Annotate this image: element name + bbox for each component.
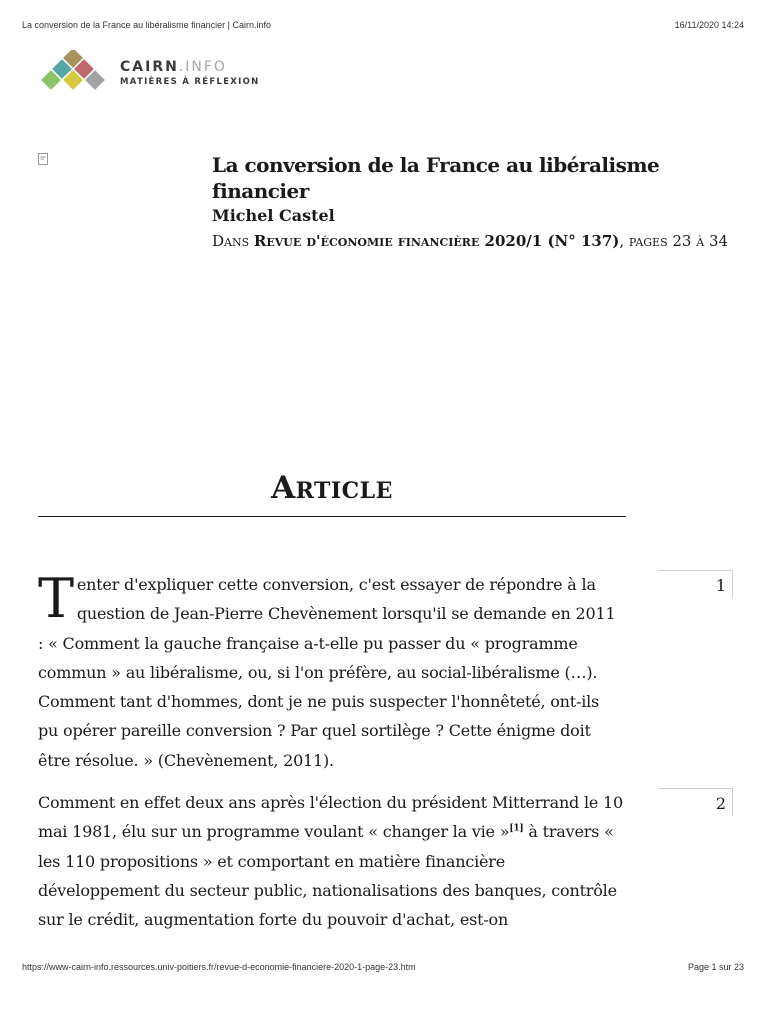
- logo-name-main: CAIRN: [120, 59, 179, 75]
- print-page-title: La conversion de la France au libéralisme financier | Cairn.info: [22, 20, 271, 30]
- cairn-logo-diamonds-icon: [38, 50, 110, 96]
- article-source: [212, 228, 732, 255]
- paragraph-2: [38, 788, 624, 934]
- cairn-logo[interactable]: [38, 50, 260, 96]
- article-title: La conversion de la France au libéralisme financier: [212, 153, 660, 203]
- source-pages: , pages 23 à 34: [619, 232, 729, 250]
- dropcap: T: [38, 567, 74, 630]
- logo-tagline: MATIÈRES À RÉFLEXION: [120, 77, 260, 87]
- paragraph-number-2: 2: [658, 788, 733, 816]
- article-author[interactable]: Michel Castel: [212, 206, 335, 225]
- logo-text: [120, 59, 260, 87]
- print-url: https://www-cairn-info.ressources.univ-poitiers.fr/revue-d-economie-financiere-2020-1-page-23.htm: [22, 962, 416, 972]
- paragraph-number-1: 1: [658, 570, 733, 598]
- document-icon[interactable]: [38, 153, 48, 165]
- article-meta: [212, 152, 732, 255]
- logo-name-domain: .INFO: [178, 59, 227, 75]
- paragraph-2-text-before: Comment en effet deux ans après l'élection du président Mitterrand le 10 mai 1981, élu sur un programme voulant « changer la vie »: [38, 793, 624, 842]
- section-divider: [38, 516, 626, 517]
- logo-name: [120, 59, 260, 75]
- print-footer: [22, 962, 744, 972]
- print-header: [22, 20, 744, 30]
- footnote-link-1[interactable]: [1]: [509, 823, 524, 834]
- journal-link[interactable]: Revue d'économie financière 2020/1 (N° 137): [253, 232, 620, 250]
- paragraph-2-text-after: à travers « les 110 propositions » et comportant en matière financière développement du secteur public, nationalisations des banques, contrôle sur le crédit, augmentation forte du pouvoir d'achat, est-on: [38, 822, 617, 930]
- print-datetime: 16/11/2020 14:24: [674, 20, 744, 30]
- print-page-count: Page 1 sur 23: [687, 962, 744, 972]
- source-prefix: Dans: [212, 232, 250, 250]
- section-title: Article: [271, 470, 393, 506]
- paragraph-1: [38, 567, 624, 775]
- paragraph-1-text: enter d'expliquer cette conversion, c'est essayer de répondre à la question de Jean-Pierre Chevènement lorsqu'il se demande en 2011 : « Comment la gauche française a-t-elle pu passer du « programme commun » au libéralisme, ou, si l'on préfère, au social-libéralisme (…). Comment tant d'hommes, dont je ne puis suspecter l'honnêteté, ont-ils pu opérer pareille conversion ? Par quel sortilège ? Cette énigme doit être résolue. » (Chevènement, 2011).: [38, 575, 616, 770]
